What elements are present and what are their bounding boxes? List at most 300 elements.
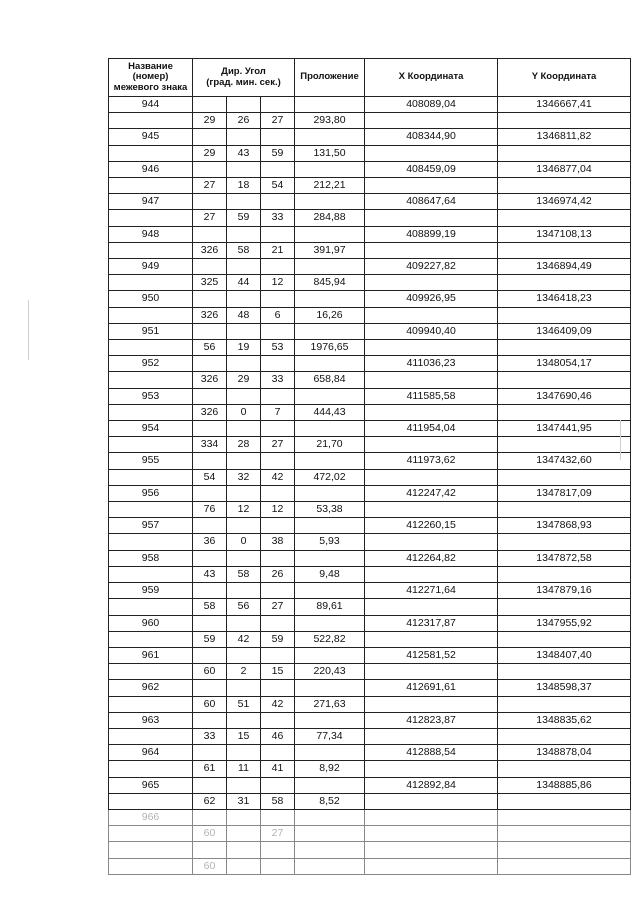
- minutes-cell: [227, 615, 261, 631]
- y-coordinate-cell: 1346974,42: [498, 194, 631, 210]
- point-name-cell: 956: [109, 485, 193, 501]
- minutes-cell: 0: [227, 404, 261, 420]
- length-cell: 53,38: [295, 502, 365, 518]
- x-coordinate-cell: 412271,64: [365, 583, 498, 599]
- degrees-cell: [193, 485, 227, 501]
- seconds-cell: 15: [261, 664, 295, 680]
- minutes-cell: 59: [227, 210, 261, 226]
- y-coordinate-cell: 1347955,92: [498, 615, 631, 631]
- length-cell: 845,94: [295, 275, 365, 291]
- y-coordinate-cell: [498, 242, 631, 258]
- x-coordinate-cell: 412260,15: [365, 518, 498, 534]
- degrees-cell: 54: [193, 469, 227, 485]
- point-name-cell: [109, 826, 193, 842]
- y-coordinate-cell: [498, 534, 631, 550]
- minutes-cell: 56: [227, 599, 261, 615]
- x-coordinate-cell: [365, 275, 498, 291]
- y-coordinate-cell: [498, 178, 631, 194]
- minutes-cell: 51: [227, 696, 261, 712]
- degrees-cell: [193, 421, 227, 437]
- minutes-cell: 0: [227, 534, 261, 550]
- point-name-cell: 959: [109, 583, 193, 599]
- segment-row: [109, 275, 631, 291]
- minutes-cell: 19: [227, 340, 261, 356]
- point-name-cell: [109, 145, 193, 161]
- seconds-cell: 46: [261, 728, 295, 744]
- seconds-cell: [261, 194, 295, 210]
- length-cell: 16,26: [295, 307, 365, 323]
- point-name-cell: 945: [109, 129, 193, 145]
- minutes-cell: [227, 453, 261, 469]
- length-cell: 21,70: [295, 437, 365, 453]
- length-cell: [295, 680, 365, 696]
- point-name-cell: 953: [109, 388, 193, 404]
- y-coordinate-cell: 1346418,23: [498, 291, 631, 307]
- x-coordinate-cell: [365, 469, 498, 485]
- segment-row: [109, 210, 631, 226]
- minutes-cell: 18: [227, 178, 261, 194]
- y-coordinate-cell: [498, 404, 631, 420]
- y-coordinate-cell: 1348407,40: [498, 647, 631, 663]
- x-coordinate-cell: 411036,23: [365, 356, 498, 372]
- x-coordinate-cell: [365, 761, 498, 777]
- seconds-cell: [261, 842, 295, 858]
- minutes-cell: 58: [227, 566, 261, 582]
- minutes-cell: [227, 647, 261, 663]
- x-coordinate-cell: [365, 340, 498, 356]
- length-cell: 131,50: [295, 145, 365, 161]
- point-row: [109, 550, 631, 566]
- segment-row: [109, 599, 631, 615]
- boundary-coordinates-table: [108, 58, 631, 875]
- length-cell: [295, 388, 365, 404]
- seconds-cell: [261, 421, 295, 437]
- segment-row: [109, 502, 631, 518]
- y-coordinate-cell: [498, 372, 631, 388]
- y-coordinate-cell: 1348054,17: [498, 356, 631, 372]
- seconds-cell: [261, 615, 295, 631]
- point-name-cell: 965: [109, 777, 193, 793]
- y-coordinate-cell: 1346877,04: [498, 161, 631, 177]
- minutes-cell: [227, 421, 261, 437]
- point-row: [109, 647, 631, 663]
- seconds-cell: 12: [261, 502, 295, 518]
- seconds-cell: [261, 97, 295, 113]
- y-coordinate-cell: 1347872,58: [498, 550, 631, 566]
- table-header-row: [109, 59, 631, 97]
- point-row: [109, 259, 631, 275]
- degrees-cell: 36: [193, 534, 227, 550]
- minutes-cell: 12: [227, 502, 261, 518]
- x-coordinate-cell: [365, 809, 498, 825]
- minutes-cell: [227, 97, 261, 113]
- faint-row: [109, 842, 631, 858]
- minutes-cell: [227, 226, 261, 242]
- degrees-cell: 326: [193, 307, 227, 323]
- point-row: [109, 453, 631, 469]
- length-cell: [295, 809, 365, 825]
- length-cell: 5,93: [295, 534, 365, 550]
- point-row: [109, 583, 631, 599]
- y-coordinate-cell: 1348835,62: [498, 712, 631, 728]
- minutes-cell: [227, 842, 261, 858]
- y-coordinate-cell: [498, 113, 631, 129]
- degrees-cell: 334: [193, 437, 227, 453]
- length-cell: 8,92: [295, 761, 365, 777]
- minutes-cell: [227, 550, 261, 566]
- header-length: Проложение: [295, 59, 365, 97]
- seconds-cell: 58: [261, 793, 295, 809]
- degrees-cell: 60: [193, 858, 227, 874]
- point-name-cell: [109, 437, 193, 453]
- point-row: [109, 777, 631, 793]
- seconds-cell: 26: [261, 566, 295, 582]
- seconds-cell: 53: [261, 340, 295, 356]
- y-coordinate-cell: [498, 761, 631, 777]
- x-coordinate-cell: 412823,87: [365, 712, 498, 728]
- point-row: [109, 97, 631, 113]
- segment-row: [109, 404, 631, 420]
- seconds-cell: [261, 680, 295, 696]
- y-coordinate-cell: [498, 842, 631, 858]
- degrees-cell: 62: [193, 793, 227, 809]
- segment-row: [109, 566, 631, 582]
- degrees-cell: 326: [193, 372, 227, 388]
- segment-row: [109, 340, 631, 356]
- segment-row: [109, 178, 631, 194]
- point-name-cell: [109, 599, 193, 615]
- x-coordinate-cell: [365, 113, 498, 129]
- y-coordinate-cell: [498, 631, 631, 647]
- point-name-cell: 947: [109, 194, 193, 210]
- point-name-cell: 961: [109, 647, 193, 663]
- point-row: [109, 226, 631, 242]
- degrees-cell: [193, 615, 227, 631]
- degrees-cell: 61: [193, 761, 227, 777]
- y-coordinate-cell: 1346667,41: [498, 97, 631, 113]
- y-coordinate-cell: 1347868,93: [498, 518, 631, 534]
- minutes-cell: 42: [227, 631, 261, 647]
- y-coordinate-cell: [498, 599, 631, 615]
- degrees-cell: 29: [193, 113, 227, 129]
- length-cell: [295, 745, 365, 761]
- y-coordinate-cell: 1347817,09: [498, 485, 631, 501]
- point-name-cell: [109, 842, 193, 858]
- x-coordinate-cell: 412317,87: [365, 615, 498, 631]
- y-coordinate-cell: 1347432,60: [498, 453, 631, 469]
- scan-noise: [620, 420, 621, 460]
- segment-row: [109, 372, 631, 388]
- minutes-cell: 11: [227, 761, 261, 777]
- minutes-cell: 2: [227, 664, 261, 680]
- minutes-cell: [227, 680, 261, 696]
- point-row: [109, 421, 631, 437]
- length-cell: 271,63: [295, 696, 365, 712]
- faint-row: [109, 858, 631, 874]
- point-name-cell: [109, 761, 193, 777]
- x-coordinate-cell: 412892,84: [365, 777, 498, 793]
- y-coordinate-cell: [498, 437, 631, 453]
- seconds-cell: [261, 745, 295, 761]
- degrees-cell: [193, 647, 227, 663]
- degrees-cell: 43: [193, 566, 227, 582]
- seconds-cell: [261, 323, 295, 339]
- minutes-cell: 44: [227, 275, 261, 291]
- x-coordinate-cell: 408344,90: [365, 129, 498, 145]
- segment-row: [109, 534, 631, 550]
- header-x-coordinate: X Координата: [365, 59, 498, 97]
- degrees-cell: [193, 291, 227, 307]
- minutes-cell: 58: [227, 242, 261, 258]
- y-coordinate-cell: 1346409,09: [498, 323, 631, 339]
- degrees-cell: [193, 161, 227, 177]
- y-coordinate-cell: [498, 340, 631, 356]
- point-name-cell: [109, 372, 193, 388]
- minutes-cell: [227, 356, 261, 372]
- segment-row: [109, 469, 631, 485]
- minutes-cell: [227, 259, 261, 275]
- length-cell: [295, 842, 365, 858]
- length-cell: [295, 615, 365, 631]
- minutes-cell: 43: [227, 145, 261, 161]
- x-coordinate-cell: [365, 145, 498, 161]
- seconds-cell: 54: [261, 178, 295, 194]
- length-cell: [295, 356, 365, 372]
- seconds-cell: [261, 583, 295, 599]
- seconds-cell: 27: [261, 599, 295, 615]
- seconds-cell: [261, 356, 295, 372]
- length-cell: 658,84: [295, 372, 365, 388]
- degrees-cell: 326: [193, 404, 227, 420]
- y-coordinate-cell: [498, 210, 631, 226]
- seconds-cell: [261, 712, 295, 728]
- y-coordinate-cell: 1347441,95: [498, 421, 631, 437]
- y-coordinate-cell: [498, 145, 631, 161]
- segment-row: [109, 145, 631, 161]
- point-name-cell: [109, 469, 193, 485]
- y-coordinate-cell: [498, 809, 631, 825]
- x-coordinate-cell: 409926,95: [365, 291, 498, 307]
- point-row: [109, 129, 631, 145]
- point-name-cell: 949: [109, 259, 193, 275]
- y-coordinate-cell: 1347108,13: [498, 226, 631, 242]
- seconds-cell: 27: [261, 437, 295, 453]
- x-coordinate-cell: [365, 178, 498, 194]
- x-coordinate-cell: [365, 372, 498, 388]
- y-coordinate-cell: 1347879,16: [498, 583, 631, 599]
- length-cell: 9,48: [295, 566, 365, 582]
- length-cell: [295, 129, 365, 145]
- x-coordinate-cell: [365, 842, 498, 858]
- degrees-cell: [193, 842, 227, 858]
- length-cell: 444,43: [295, 404, 365, 420]
- seconds-cell: 33: [261, 372, 295, 388]
- segment-row: [109, 793, 631, 809]
- header-point-name: Название (номер) межевого знака: [109, 59, 193, 97]
- minutes-cell: 29: [227, 372, 261, 388]
- point-name-cell: 946: [109, 161, 193, 177]
- minutes-cell: [227, 858, 261, 874]
- x-coordinate-cell: 408899,19: [365, 226, 498, 242]
- point-name-cell: 955: [109, 453, 193, 469]
- degrees-cell: 58: [193, 599, 227, 615]
- seconds-cell: [261, 161, 295, 177]
- point-row: [109, 615, 631, 631]
- degrees-cell: [193, 194, 227, 210]
- y-coordinate-cell: [498, 728, 631, 744]
- point-name-cell: 957: [109, 518, 193, 534]
- length-cell: [295, 583, 365, 599]
- y-coordinate-cell: 1348885,86: [498, 777, 631, 793]
- x-coordinate-cell: [365, 664, 498, 680]
- seconds-cell: 41: [261, 761, 295, 777]
- length-cell: 284,88: [295, 210, 365, 226]
- length-cell: [295, 97, 365, 113]
- x-coordinate-cell: [365, 631, 498, 647]
- length-cell: [295, 323, 365, 339]
- point-row: [109, 388, 631, 404]
- seconds-cell: 27: [261, 826, 295, 842]
- point-name-cell: [109, 307, 193, 323]
- minutes-cell: [227, 323, 261, 339]
- point-name-cell: [109, 502, 193, 518]
- minutes-cell: 48: [227, 307, 261, 323]
- y-coordinate-cell: 1346894,49: [498, 259, 631, 275]
- minutes-cell: [227, 777, 261, 793]
- minutes-cell: 28: [227, 437, 261, 453]
- degrees-cell: [193, 453, 227, 469]
- seconds-cell: 6: [261, 307, 295, 323]
- degrees-cell: 27: [193, 210, 227, 226]
- seconds-cell: [261, 291, 295, 307]
- length-cell: 522,82: [295, 631, 365, 647]
- degrees-cell: 76: [193, 502, 227, 518]
- seconds-cell: [261, 259, 295, 275]
- minutes-cell: [227, 745, 261, 761]
- point-row: [109, 291, 631, 307]
- point-name-cell: [109, 178, 193, 194]
- point-name-cell: 948: [109, 226, 193, 242]
- point-row: [109, 323, 631, 339]
- seconds-cell: 38: [261, 534, 295, 550]
- length-cell: [295, 858, 365, 874]
- faint-row: [109, 809, 631, 825]
- minutes-cell: 15: [227, 728, 261, 744]
- seconds-cell: [261, 453, 295, 469]
- x-coordinate-cell: [365, 858, 498, 874]
- x-coordinate-cell: 411585,58: [365, 388, 498, 404]
- scan-noise: [28, 300, 29, 360]
- length-cell: [295, 550, 365, 566]
- length-cell: 391,97: [295, 242, 365, 258]
- minutes-cell: [227, 161, 261, 177]
- point-name-cell: [109, 664, 193, 680]
- point-name-cell: 963: [109, 712, 193, 728]
- x-coordinate-cell: 408459,09: [365, 161, 498, 177]
- point-name-cell: [109, 696, 193, 712]
- length-cell: 293,80: [295, 113, 365, 129]
- seconds-cell: [261, 550, 295, 566]
- x-coordinate-cell: [365, 437, 498, 453]
- x-coordinate-cell: [365, 599, 498, 615]
- header-y-coordinate: Y Координата: [498, 59, 631, 97]
- x-coordinate-cell: 412247,42: [365, 485, 498, 501]
- x-coordinate-cell: 409227,82: [365, 259, 498, 275]
- faint-row: [109, 826, 631, 842]
- minutes-cell: [227, 291, 261, 307]
- length-cell: 220,43: [295, 664, 365, 680]
- x-coordinate-cell: 409940,40: [365, 323, 498, 339]
- seconds-cell: 59: [261, 145, 295, 161]
- x-coordinate-cell: [365, 728, 498, 744]
- point-row: [109, 518, 631, 534]
- minutes-cell: [227, 583, 261, 599]
- seconds-cell: 21: [261, 242, 295, 258]
- seconds-cell: [261, 777, 295, 793]
- degrees-cell: [193, 777, 227, 793]
- point-row: [109, 485, 631, 501]
- degrees-cell: 60: [193, 696, 227, 712]
- point-name-cell: [109, 566, 193, 582]
- x-coordinate-cell: [365, 242, 498, 258]
- y-coordinate-cell: 1348598,37: [498, 680, 631, 696]
- length-cell: [295, 647, 365, 663]
- degrees-cell: [193, 518, 227, 534]
- segment-row: [109, 664, 631, 680]
- degrees-cell: [193, 745, 227, 761]
- minutes-cell: [227, 712, 261, 728]
- degrees-cell: [193, 680, 227, 696]
- degrees-cell: [193, 97, 227, 113]
- segment-row: [109, 761, 631, 777]
- seconds-cell: 7: [261, 404, 295, 420]
- point-name-cell: 960: [109, 615, 193, 631]
- seconds-cell: 12: [261, 275, 295, 291]
- y-coordinate-cell: [498, 664, 631, 680]
- x-coordinate-cell: 412888,54: [365, 745, 498, 761]
- seconds-cell: 42: [261, 469, 295, 485]
- x-coordinate-cell: [365, 696, 498, 712]
- point-name-cell: 950: [109, 291, 193, 307]
- length-cell: [295, 518, 365, 534]
- degrees-cell: 325: [193, 275, 227, 291]
- degrees-cell: [193, 129, 227, 145]
- degrees-cell: [193, 712, 227, 728]
- degrees-cell: 326: [193, 242, 227, 258]
- header-direction-angle: Дир. Угол (град. мин. сек.): [193, 59, 295, 97]
- point-row: [109, 194, 631, 210]
- degrees-cell: 29: [193, 145, 227, 161]
- x-coordinate-cell: 412581,52: [365, 647, 498, 663]
- length-cell: [295, 259, 365, 275]
- point-name-cell: [109, 210, 193, 226]
- length-cell: [295, 453, 365, 469]
- y-coordinate-cell: [498, 502, 631, 518]
- length-cell: [295, 777, 365, 793]
- degrees-cell: [193, 323, 227, 339]
- seconds-cell: 33: [261, 210, 295, 226]
- minutes-cell: 31: [227, 793, 261, 809]
- segment-row: [109, 242, 631, 258]
- point-name-cell: [109, 113, 193, 129]
- length-cell: [295, 291, 365, 307]
- point-row: [109, 745, 631, 761]
- x-coordinate-cell: 411973,62: [365, 453, 498, 469]
- y-coordinate-cell: 1348878,04: [498, 745, 631, 761]
- point-name-cell: 952: [109, 356, 193, 372]
- degrees-cell: [193, 388, 227, 404]
- segment-row: [109, 728, 631, 744]
